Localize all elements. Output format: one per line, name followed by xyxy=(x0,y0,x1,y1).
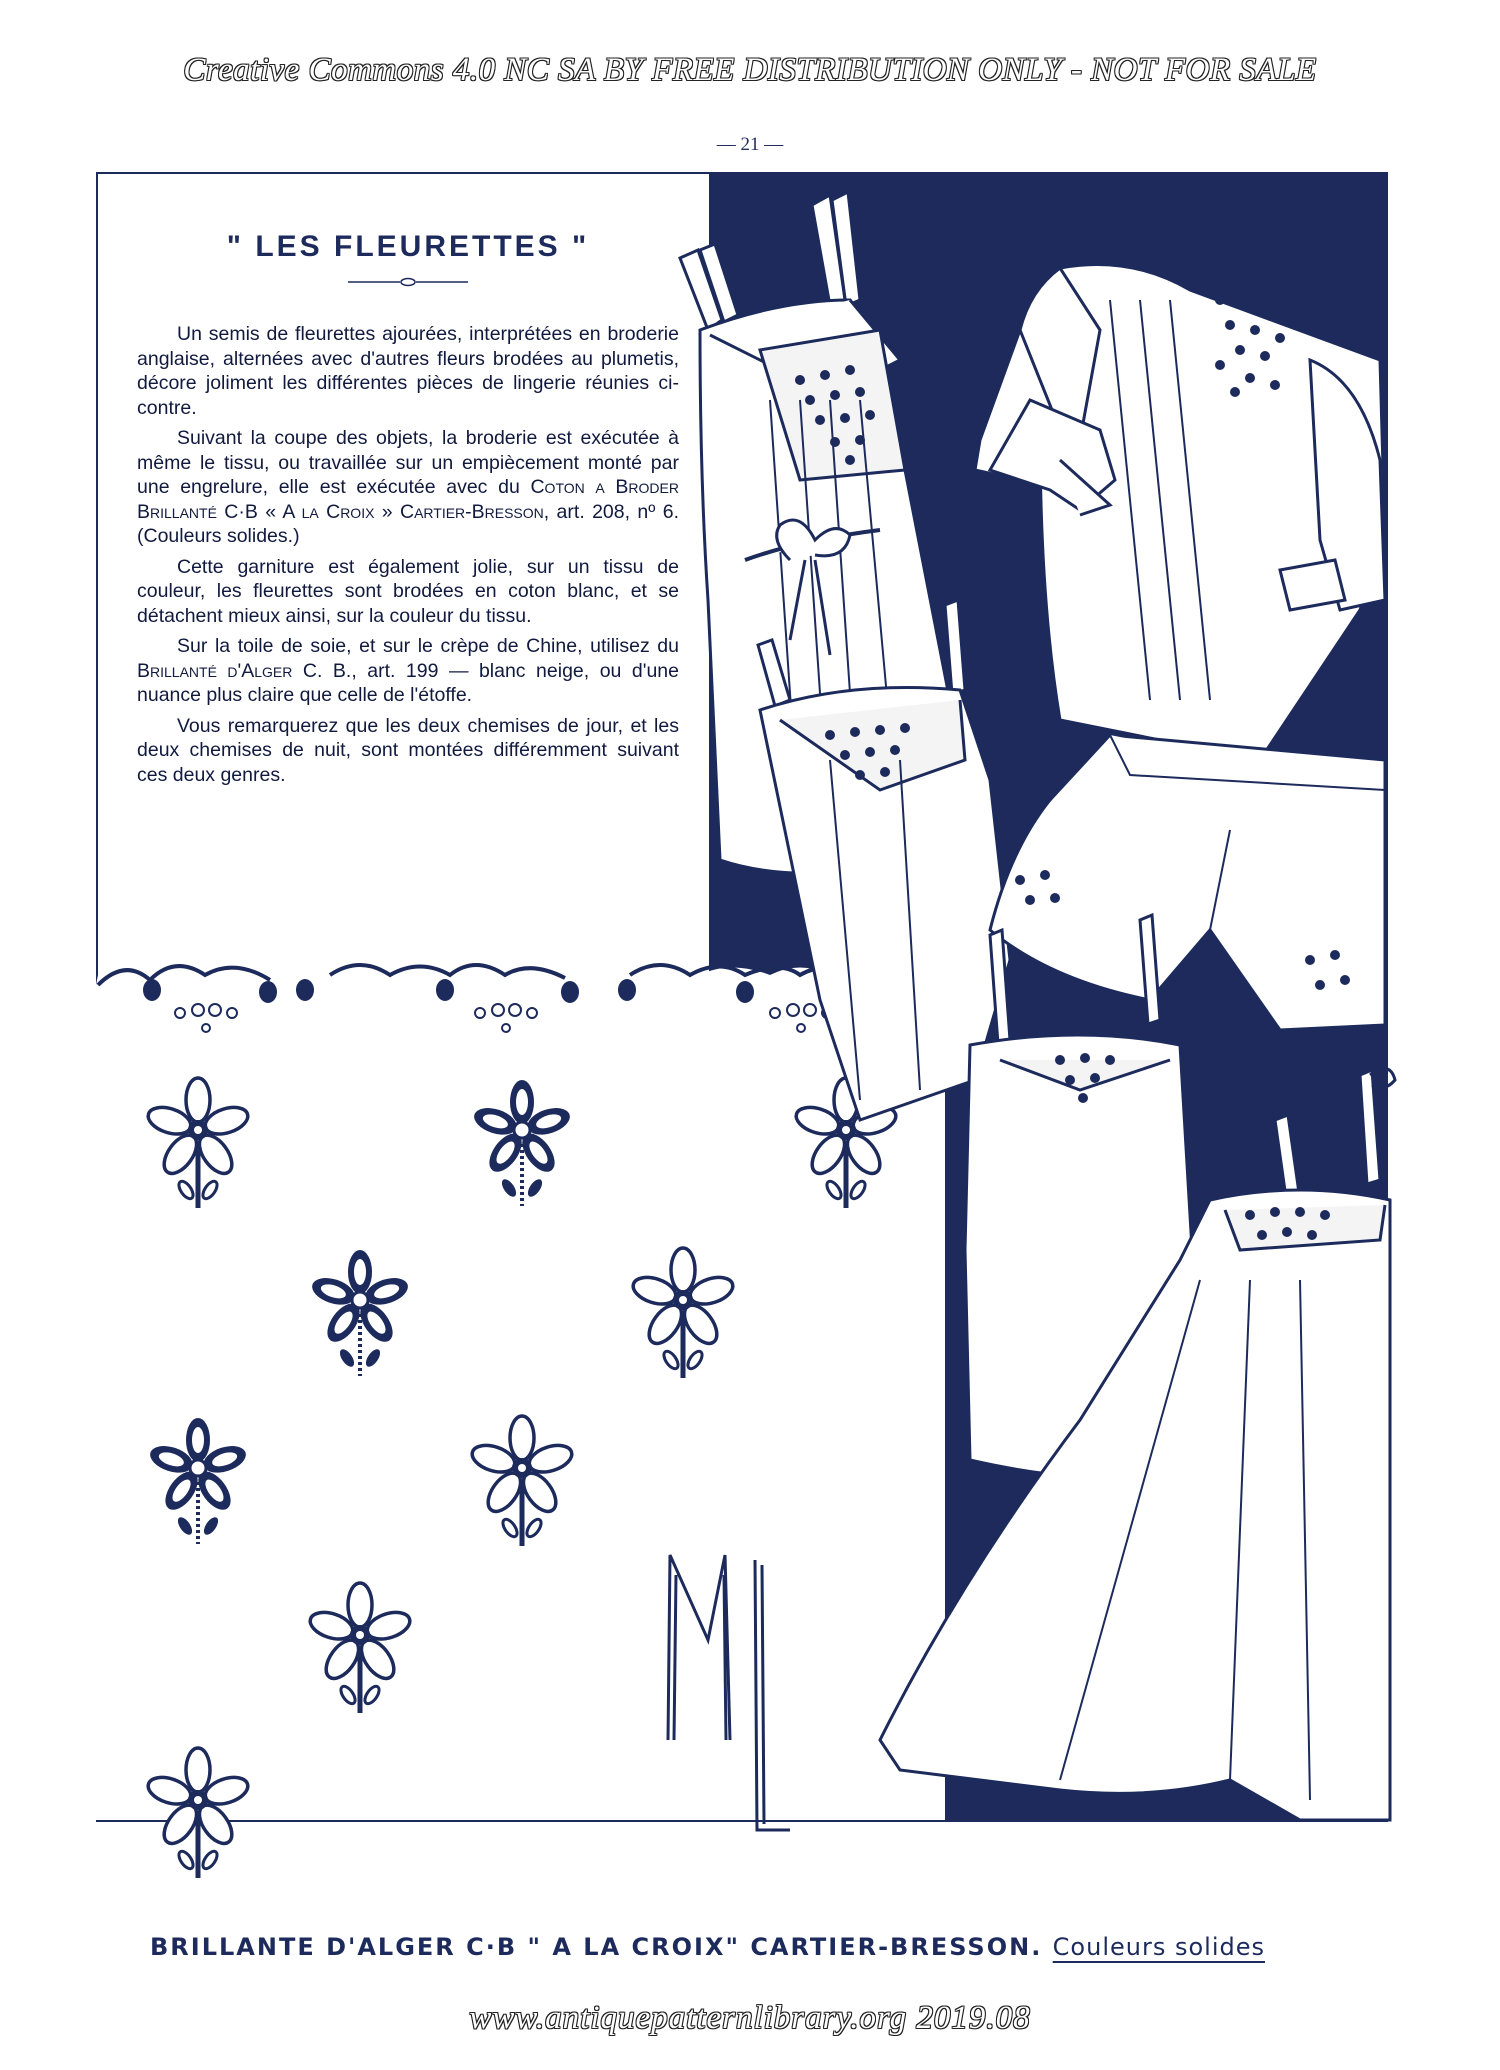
article-column xyxy=(137,230,679,793)
paragraph-3: Cette garniture est également jolie, sur un tissu de couleur, les fleurettes sont brodées en coton blanc, et se détachent mieux ainsi, sur la couleur du tissu. xyxy=(137,555,679,627)
caption-tail: Couleurs solides xyxy=(1052,1933,1265,1961)
article-body xyxy=(137,322,679,787)
page-number: — 21 — xyxy=(716,134,784,155)
product-name-coton: Coton a Broder Brillanté C·B « A la Croix » Cartier-Bresson xyxy=(137,476,679,523)
caption-main: BRILLANTE D'ALGER C·B " A LA CROIX" CARTIER-BRESSON. xyxy=(150,1933,1043,1961)
figure-caption xyxy=(150,1933,1350,1961)
nightgown-1 xyxy=(975,264,1385,760)
paragraph-5: Vous remarquerez que les deux chemises de jour, et les deux chemises de nuit, sont montées différemment suivant ces deux genres. xyxy=(137,714,679,786)
knickers xyxy=(990,735,1385,1030)
article-title: " LES FLEURETTES " xyxy=(226,230,590,263)
title-ornament xyxy=(348,276,468,288)
paragraph-2: Suivant la coupe des objets, la broderie est exécutée à même le tissu, ou travaillée sur un empiècement monté par une engrelure, elle est exécutée avec du Coton a Broder Brillanté C·B « A la Croix » Cartier-Bresson, art. 208, nº 6. (Couleurs solides.) xyxy=(137,427,679,547)
product-name-brillante: Brillanté d'Alger xyxy=(137,659,293,682)
license-banner: Creative Commons 4.0 NC SA BY FREE DISTRIBUTION ONLY - NOT FOR SALE xyxy=(183,52,1317,88)
source-url: www.antiquepatternlibrary.org 2019.08 xyxy=(469,2000,1031,2036)
paragraph-1: Un semis de fleurettes ajourées, interprétées en broderie anglaise, alternées avec d'autres fleurs brodées au plumetis, décore joliment les différentes pièces de lingerie réunies ci-contre. xyxy=(137,323,679,419)
paragraph-4: Sur la toile de soie, et sur le crèpe de Chine, utilisez du Brillanté d'Alger C. B., art. 199 — blanc neige, ou d'une nuance plus claire que celle de l'étoffe. xyxy=(137,635,679,706)
